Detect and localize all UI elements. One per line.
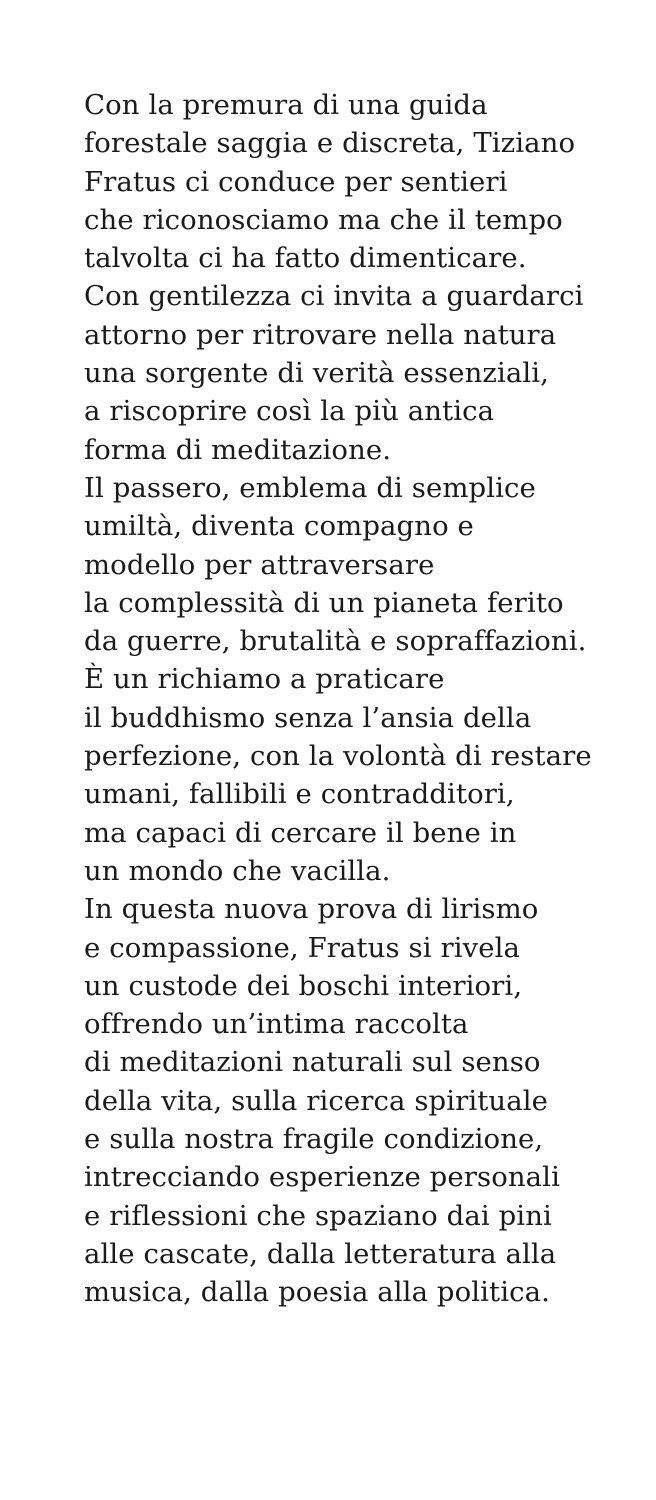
blurb-line: ma capaci di cercare il bene in [84, 816, 517, 849]
blurb-line: umiltà, diventa compagno e [84, 510, 474, 543]
blurb-line: È un richiamo a praticare [84, 663, 445, 696]
blurb-line: il buddhismo senza l’ansia della [84, 701, 532, 734]
book-blurb-text [84, 86, 624, 1312]
blurb-line: da guerre, brutalità e sopraffazioni. [84, 625, 587, 658]
blurb-line: musica, dalla poesia alla politica. [84, 1276, 550, 1309]
blurb-line: alle cascate, dalla letteratura alla [84, 1237, 557, 1270]
blurb-line: una sorgente di verità essenziali, [84, 357, 550, 390]
blurb-line: che riconosciamo ma che il tempo [84, 203, 563, 236]
blurb-line: della vita, sulla ricerca spirituale [84, 1084, 548, 1117]
blurb-line: a riscoprire così la più antica [84, 395, 495, 428]
blurb-line: Fratus ci conduce per sentieri [84, 165, 508, 198]
blurb-line: e sulla nostra fragile condizione, [84, 1123, 544, 1156]
blurb-line: intrecciando esperienze personali [84, 1161, 560, 1194]
blurb-line: Il passero, emblema di semplice [84, 471, 536, 504]
blurb-line: forma di meditazione. [84, 433, 392, 466]
blurb-line: un custode dei boschi interiori, [84, 969, 523, 1002]
blurb-line: attorno per ritrovare nella natura [84, 318, 557, 351]
blurb-line: umani, fallibili e contradditori, [84, 778, 515, 811]
blurb-line: offrendo un’intima raccolta [84, 1008, 469, 1041]
blurb-line: Con la premura di una guida [84, 89, 488, 121]
blurb-line: modello per attraversare [84, 548, 435, 581]
blurb-line: Con gentilezza ci invita a guardarci [84, 280, 584, 313]
blurb-line: In questa nuova prova di lirismo [84, 893, 539, 926]
blurb-line: talvolta ci ha fatto dimenticare. [84, 242, 527, 275]
blurb-line: un mondo che vacilla. [84, 854, 391, 887]
blurb-line: e compassione, Fratus si rivela [84, 931, 521, 964]
blurb-line: e riflessioni che spaziano dai pini [84, 1199, 552, 1232]
blurb-line: la complessità di un pianeta ferito [84, 586, 564, 619]
blurb-line: perfezione, con la volontà di restare [84, 740, 592, 773]
blurb-line: di meditazioni naturali sul senso [84, 1046, 541, 1079]
blurb-line: forestale saggia e discreta, Tiziano [84, 127, 576, 160]
